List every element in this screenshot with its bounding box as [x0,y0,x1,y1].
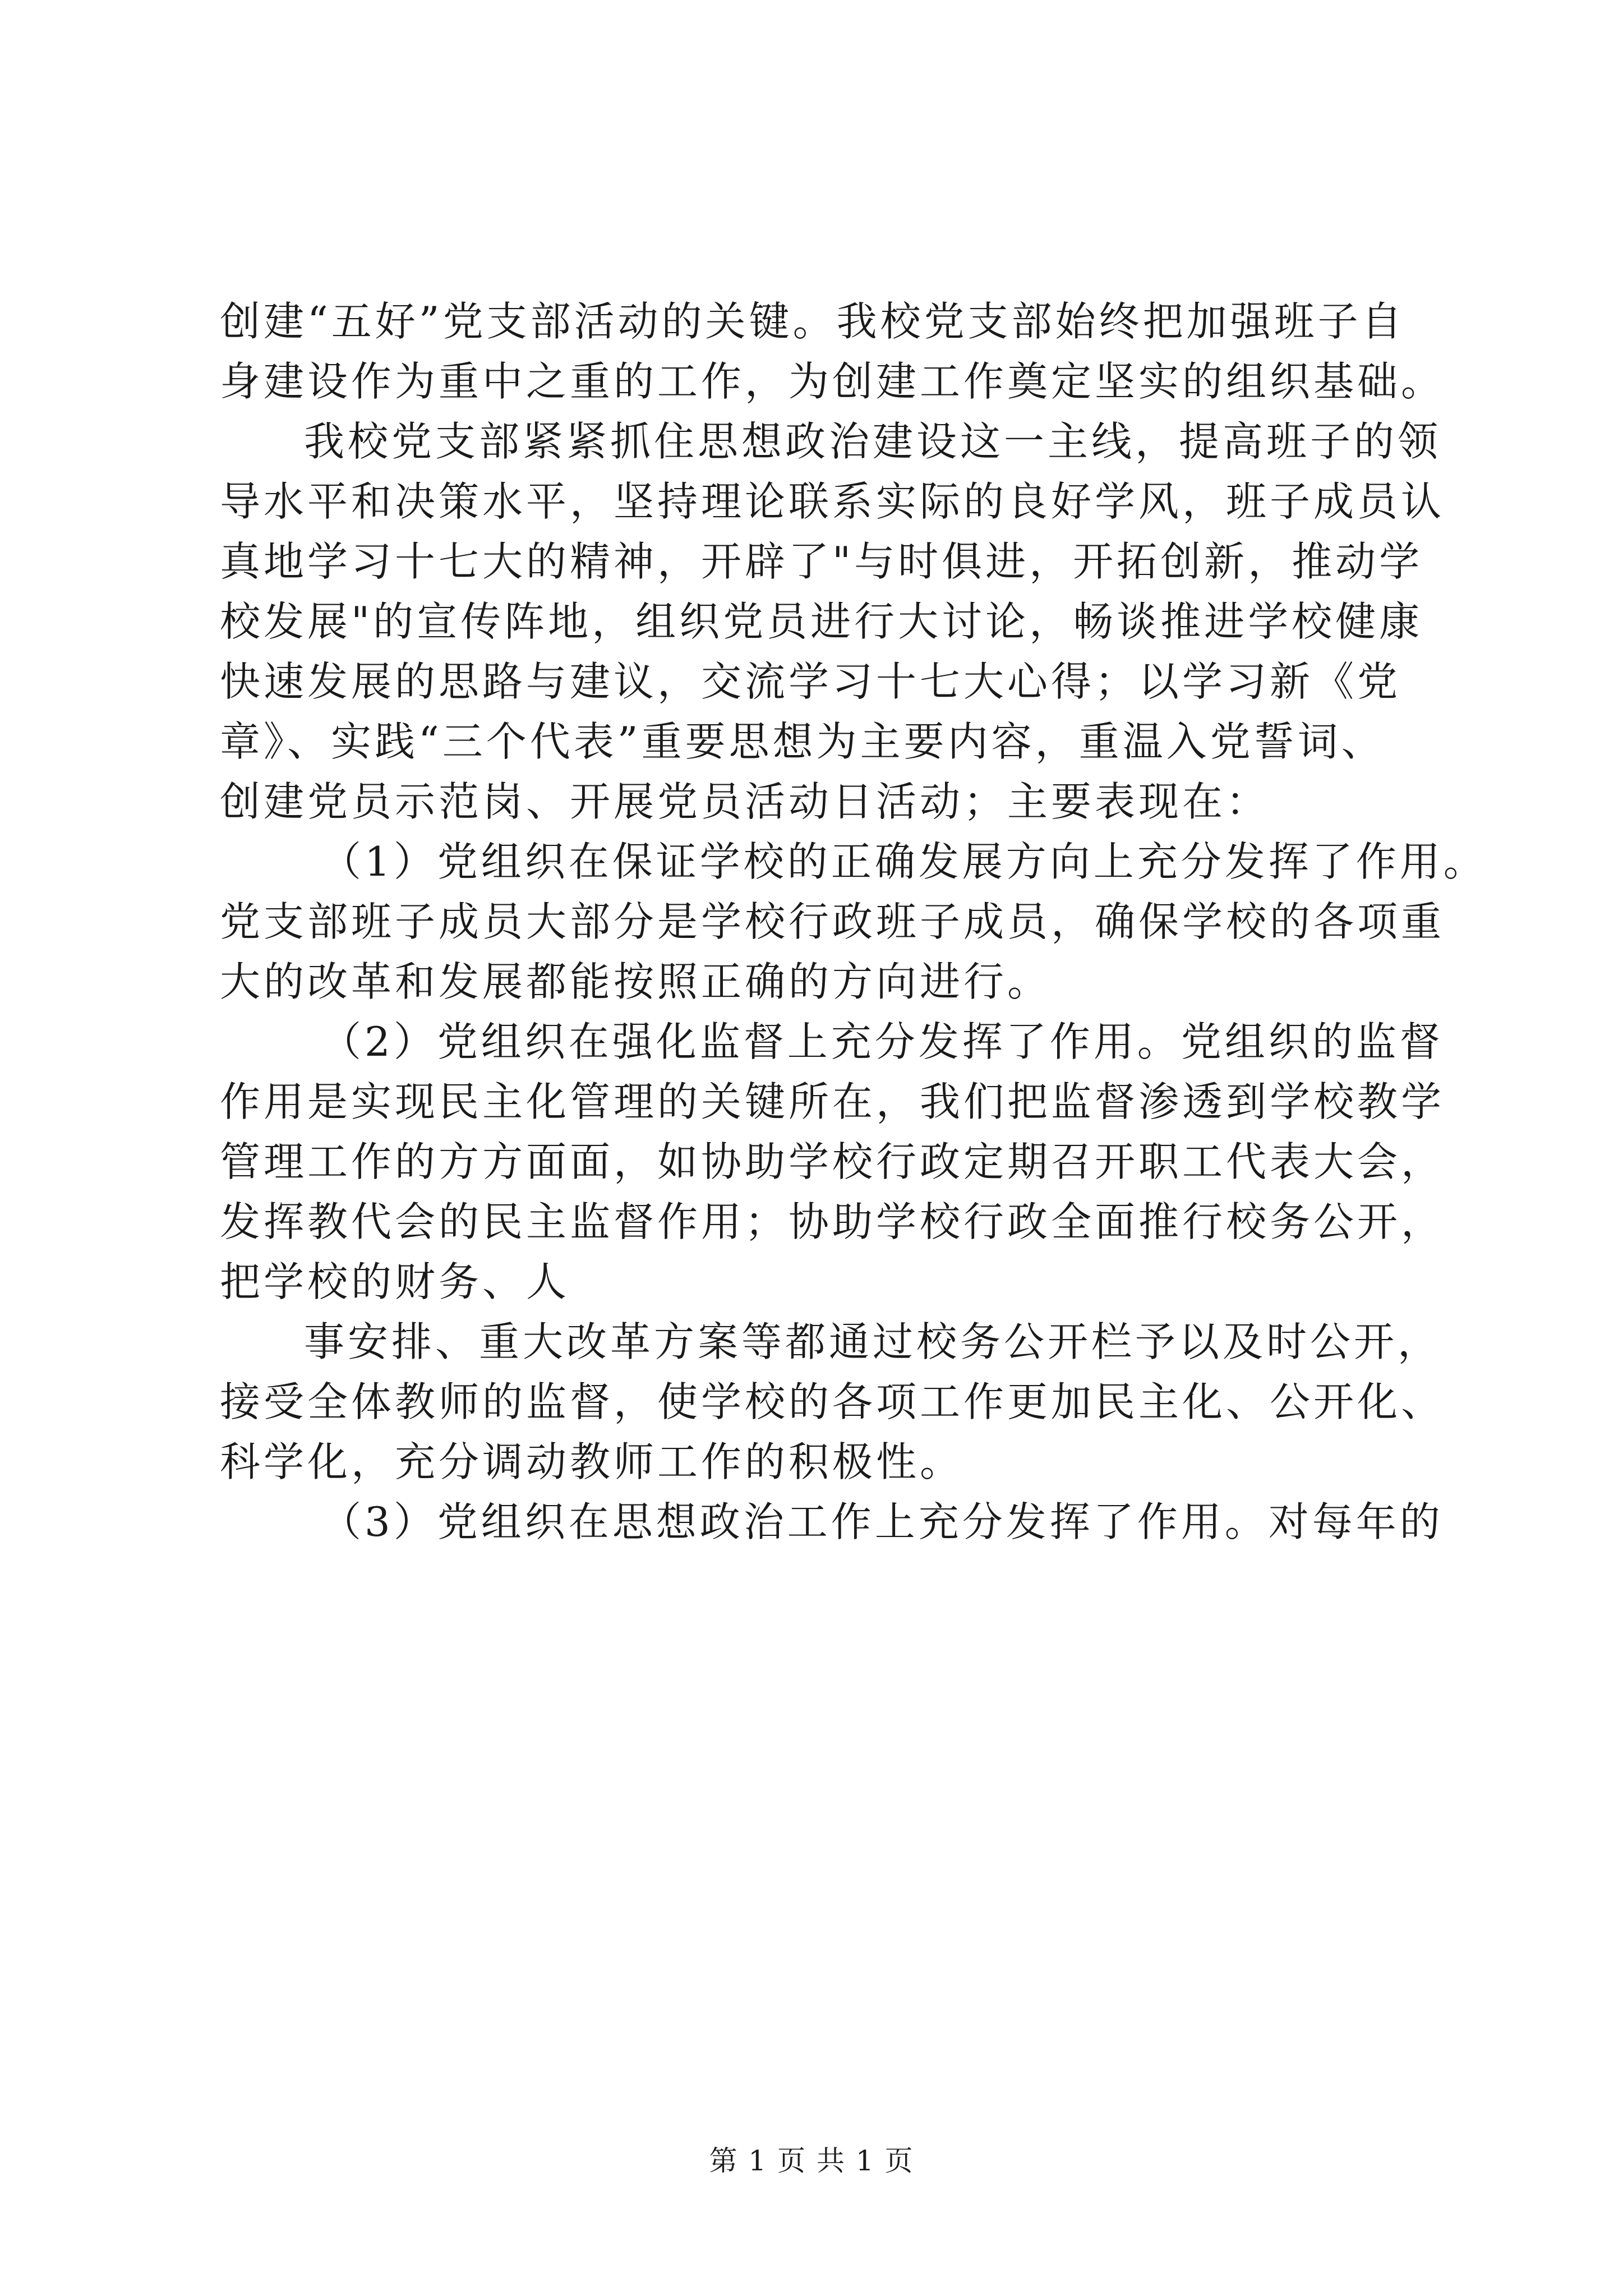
text-line-12: 大的改革和发展都能按照正确的方向进行。 [220,958,1052,1005]
text-line-21: （3）党组织在思想政治工作上充分发挥了作用。对每年的 [321,1498,1444,1545]
text-line-1: 创建“五好”党支部活动的关键。我校党支部始终把加强班子自 [220,298,1405,345]
text-line-5: 真地学习十七大的精神，开辟了"与时俱进，开拓创新，推动学 [220,538,1423,585]
text-line-10: （1）党组织在保证学校的正确发展方向上充分发挥了作用。 [321,838,1487,885]
text-line-18: 事安排、重大改革方案等都通过校务公开栏予以及时公开， [304,1318,1442,1365]
text-line-20: 科学化，充分调动教师工作的积极性。 [220,1438,964,1485]
page-number-footer: 第 1 页 共 1 页 [709,2145,914,2177]
text-line-13: （2）党组织在强化监督上充分发挥了作用。党组织的监督 [321,1018,1444,1065]
text-line-16: 发挥教代会的民主监督作用；协助学校行政全面推行校务公开， [220,1198,1445,1245]
text-line-4: 导水平和决策水平，坚持理论联系实际的良好学风，班子成员认 [220,478,1445,525]
text-line-19: 接受全体教师的监督，使学校的各项工作更加民主化、公开化、 [220,1378,1445,1425]
text-line-3: 我校党支部紧紧抓住思想政治建设这一主线，提高班子的领 [304,418,1442,465]
text-line-14: 作用是实现民主化管理的关键所在，我们把监督渗透到学校教学 [220,1078,1445,1125]
text-line-15: 管理工作的方方面面，如协助学校行政定期召开职工代表大会， [220,1138,1445,1185]
text-line-6: 校发展"的宣传阵地，组织党员进行大讨论，畅谈推进学校健康 [220,598,1423,645]
text-line-17: 把学校的财务、人 [220,1258,570,1305]
text-line-9: 创建党员示范岗、开展党员活动日活动；主要表现在： [220,778,1270,825]
text-line-7: 快速发展的思路与建议，交流学习十七大心得；以学习新《党 [220,658,1401,705]
text-line-2: 身建设作为重中之重的工作，为创建工作奠定坚实的组织基础。 [220,358,1445,405]
text-line-11: 党支部班子成员大部分是学校行政班子成员，确保学校的各项重 [220,898,1445,945]
text-line-8: 章》、实践“三个代表”重要思想为主要内容，重温入党誓词、 [220,718,1385,765]
document-body [220,292,1487,1552]
